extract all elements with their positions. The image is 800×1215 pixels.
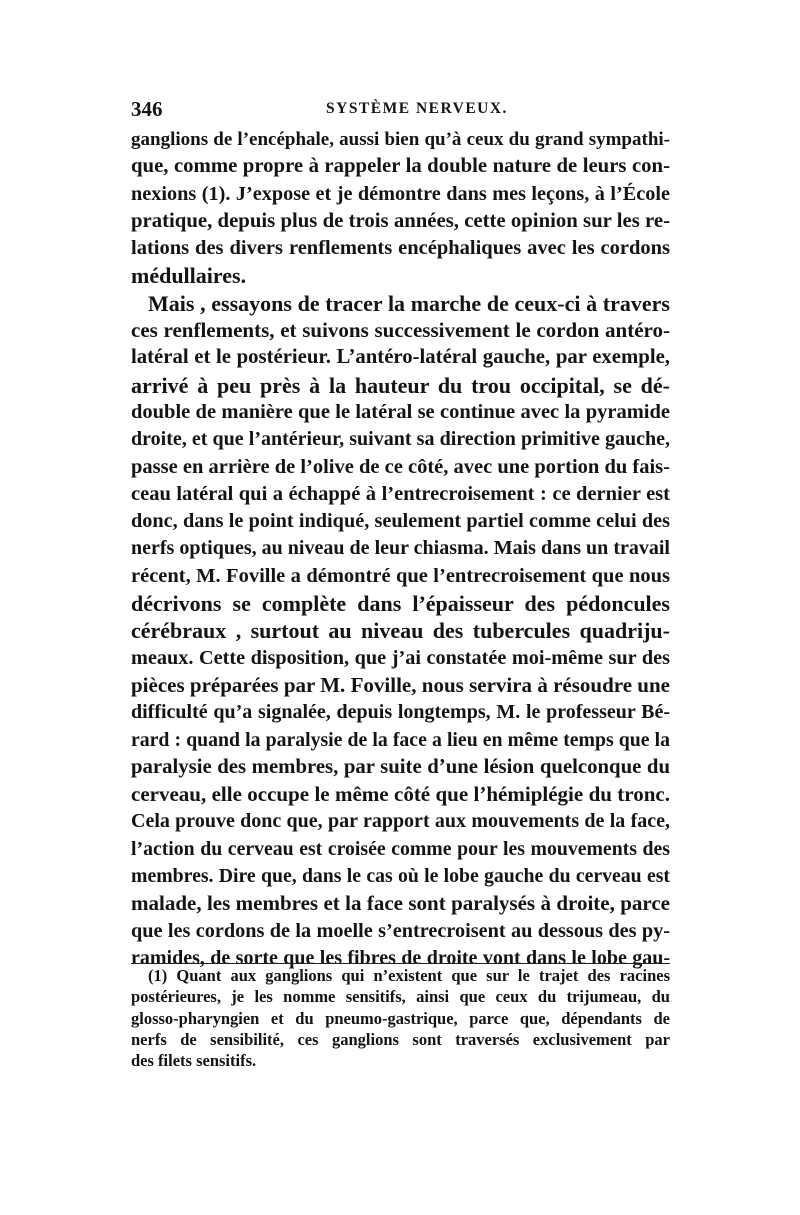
- text-line: nerfs optiques, au niveau de leur chiasma. Mais dans un travail: [131, 537, 670, 560]
- footnote: [131, 965, 670, 1071]
- footnote-line: glosso-pharyngien et du pneumo-gastrique, parce que, dépendants de: [131, 1008, 670, 1028]
- text-line: latéral et le postérieur. L’antéro-latéral gauche, par exemple,: [131, 346, 670, 369]
- text-line: Cela prouve donc que, par rapport aux mouvements de la face,: [131, 810, 670, 833]
- text-line: donc, dans le point indiqué, seulement partiel comme celui des: [131, 510, 670, 533]
- text-line: cerveau, elle occupe le même côté que l’hémiplégie du tronc.: [131, 782, 670, 807]
- running-head: SYSTÈME NERVEUX.: [326, 100, 508, 117]
- text-line: décrivons se complète dans l’épaisseur des pédoncules: [131, 591, 670, 617]
- text-line: pièces préparées par M. Foville, nous servira à résoudre une: [131, 672, 670, 697]
- footnote-line: postérieures, je les nomme sensitifs, ainsi que ceux du trijumeau, du: [131, 987, 670, 1007]
- footnote-line: (1) Quant aux ganglions qui n’existent que sur le trajet des racines: [148, 966, 670, 985]
- text-line: pratique, depuis plus de trois années, cette opinion sur les re-: [131, 209, 670, 232]
- text-line: ces renflements, et suivons successivement le cordon antéro-: [131, 318, 670, 343]
- text-line: ganglions de l’encéphale, aussi bien qu’à ceux du grand sympathi-: [131, 129, 670, 150]
- body-text: [131, 126, 670, 972]
- text-line: meaux. Cette disposition, que j’ai constatée moi-même sur des: [131, 646, 670, 669]
- text-line: que les cordons de la moelle s’entrecroisent au dessous des py-: [131, 919, 670, 942]
- footnote-line: des filets sensitifs.: [131, 1051, 257, 1071]
- text-line: droite, et que l’antérieur, suivant sa direction primitive gauche,: [131, 428, 670, 451]
- text-line: nexions (1). J’expose et je démontre dans mes leçons, à l’École: [131, 182, 670, 205]
- footnote-divider: [131, 963, 670, 964]
- text-line: double de manière que le latéral se continue avec la pyramide: [131, 400, 670, 423]
- text-line: ceau latéral qui a échappé à l’entrecroisement : ce dernier est: [131, 482, 670, 505]
- text-line: arrivé à peu près à la hauteur du trou occipital, se dé-: [131, 372, 670, 398]
- text-line: ramides, de sorte que les fibres de droite vont dans le lobe gau-: [131, 946, 670, 969]
- text-line: membres. Dire que, dans le cas où le lobe gauche du cerveau est: [131, 865, 670, 888]
- text-line: paralysie des membres, par suite d’une lésion quelconque du: [131, 755, 670, 778]
- text-line: lations des divers renflements encéphaliques avec les cordons: [131, 237, 670, 260]
- text-line: rard : quand la paralysie de la face a lieu en même temps que la: [131, 728, 670, 751]
- text-line: passe en arrière de l’olive de ce côté, avec une portion du fais-: [131, 455, 670, 478]
- text-line: difficulté qu’a signalée, depuis longtemps, M. le professeur Bé-: [131, 701, 670, 724]
- text-line: médullaires.: [131, 263, 247, 289]
- footnote-line: nerfs de sensibilité, ces ganglions sont traversés exclusivement par: [131, 1029, 670, 1049]
- text-line: cérébraux , surtout au niveau des tubercules quadriju-: [131, 618, 670, 644]
- page-number: 346: [131, 97, 163, 121]
- text-line: Mais , essayons de tracer la marche de ceux-ci à travers: [148, 290, 670, 316]
- text-line: récent, M. Foville a démontré que l’entrecroisement que nous: [131, 564, 670, 587]
- text-line: l’action du cerveau est croisée comme pour les mouvements des: [131, 837, 670, 860]
- text-line: malade, les membres et la face sont paralysés à droite, parce: [131, 891, 670, 916]
- text-line: que, comme propre à rappeler la double nature de leurs con-: [131, 155, 670, 178]
- page-header: [131, 97, 670, 125]
